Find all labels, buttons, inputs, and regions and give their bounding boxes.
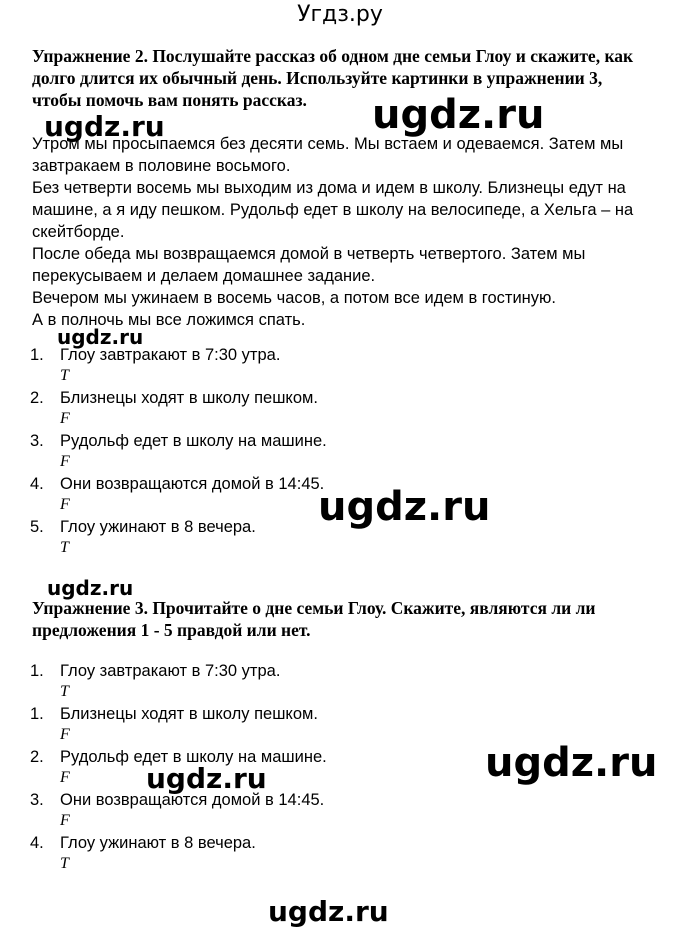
item-number: 2. xyxy=(30,389,44,407)
list-item xyxy=(30,834,430,877)
site-title: Угдз.ру xyxy=(297,2,383,27)
item-text: Близнецы ходят в школу пешком. xyxy=(60,389,318,407)
item-answer: T xyxy=(60,855,69,872)
item-answer: F xyxy=(60,812,70,829)
item-answer: F xyxy=(60,769,70,786)
exercise3-heading: Упражнение 3. Прочитайте о дне семьи Глоу. Скажите, являются ли ли предложения 1 - 5 правдой или нет. xyxy=(32,598,596,640)
exercise2-heading: Упражнение 2. Послушайте рассказ об одном дне семьи Глоу и скажите, как долго длится их обычный день. Используйте картинки в упражнении 3, чтобы помочь вам понять рассказ. xyxy=(32,46,634,110)
item-number: 1. xyxy=(30,662,44,680)
watermark: ugdz.ru xyxy=(372,92,545,138)
item-answer: T xyxy=(60,683,69,700)
watermark: ugdz.ru xyxy=(268,895,389,928)
story-paragraph: А в полночь мы все ложимся спать. xyxy=(32,311,306,329)
exercise2-story xyxy=(32,133,652,331)
story-paragraph: Вечером мы ужинаем в восемь часов, а потом все идем в гостиную. xyxy=(32,289,556,307)
list-item xyxy=(30,791,430,834)
story-paragraph: Без четверти восемь мы выходим из дома и идем в школу. Близнецы едут на машине, а я иду пешком. Рудольф едет в школу на велосипеде, а Хельга – на скейтборде. xyxy=(32,179,634,241)
item-number: 5. xyxy=(30,518,44,536)
item-number: 3. xyxy=(30,791,44,809)
item-text: Рудольф едет в школу на машине. xyxy=(60,432,327,450)
item-text: Глоу ужинают в 8 вечера. xyxy=(60,834,256,852)
list-item xyxy=(30,705,430,748)
watermark: ugdz.ru xyxy=(44,110,165,143)
item-answer: F xyxy=(60,410,70,427)
list-item xyxy=(30,346,430,389)
item-answer: T xyxy=(60,367,69,384)
watermark: ugdz.ru xyxy=(318,484,491,530)
item-number: 4. xyxy=(30,834,44,852)
watermark: ugdz.ru xyxy=(485,740,658,786)
item-answer: F xyxy=(60,726,70,743)
item-number: 1. xyxy=(30,705,44,723)
item-answer: T xyxy=(60,539,69,556)
watermark: ugdz.ru xyxy=(146,762,267,795)
item-text: Они возвращаются домой в 14:45. xyxy=(60,475,325,493)
watermark: ugdz.ru xyxy=(47,576,134,600)
list-item xyxy=(30,662,430,705)
item-answer: F xyxy=(60,496,70,513)
item-number: 1. xyxy=(30,346,44,364)
story-paragraph: Утром мы просыпаемся без десяти семь. Мы встаем и одеваемся. Затем мы завтракаем в половине восьмого. xyxy=(32,135,624,175)
item-text: Близнецы ходят в школу пешком. xyxy=(60,705,318,723)
list-item xyxy=(30,389,430,432)
watermark: ugdz.ru xyxy=(57,325,144,349)
list-item xyxy=(30,432,430,475)
story-paragraph: После обеда мы возвращаемся домой в четверть четвертого. Затем мы перекусываем и делаем домашнее задание. xyxy=(32,245,586,285)
item-text: Глоу завтракают в 7:30 утра. xyxy=(60,662,281,680)
item-number: 3. xyxy=(30,432,44,450)
item-answer: F xyxy=(60,453,70,470)
item-text: Рудольф едет в школу на машине. xyxy=(60,748,327,766)
item-text: Глоу ужинают в 8 вечера. xyxy=(60,518,256,536)
item-number: 4. xyxy=(30,475,44,493)
item-text: Глоу завтракают в 7:30 утра. xyxy=(60,346,281,364)
item-text: Они возвращаются домой в 14:45. xyxy=(60,791,325,809)
item-number: 2. xyxy=(30,748,44,766)
